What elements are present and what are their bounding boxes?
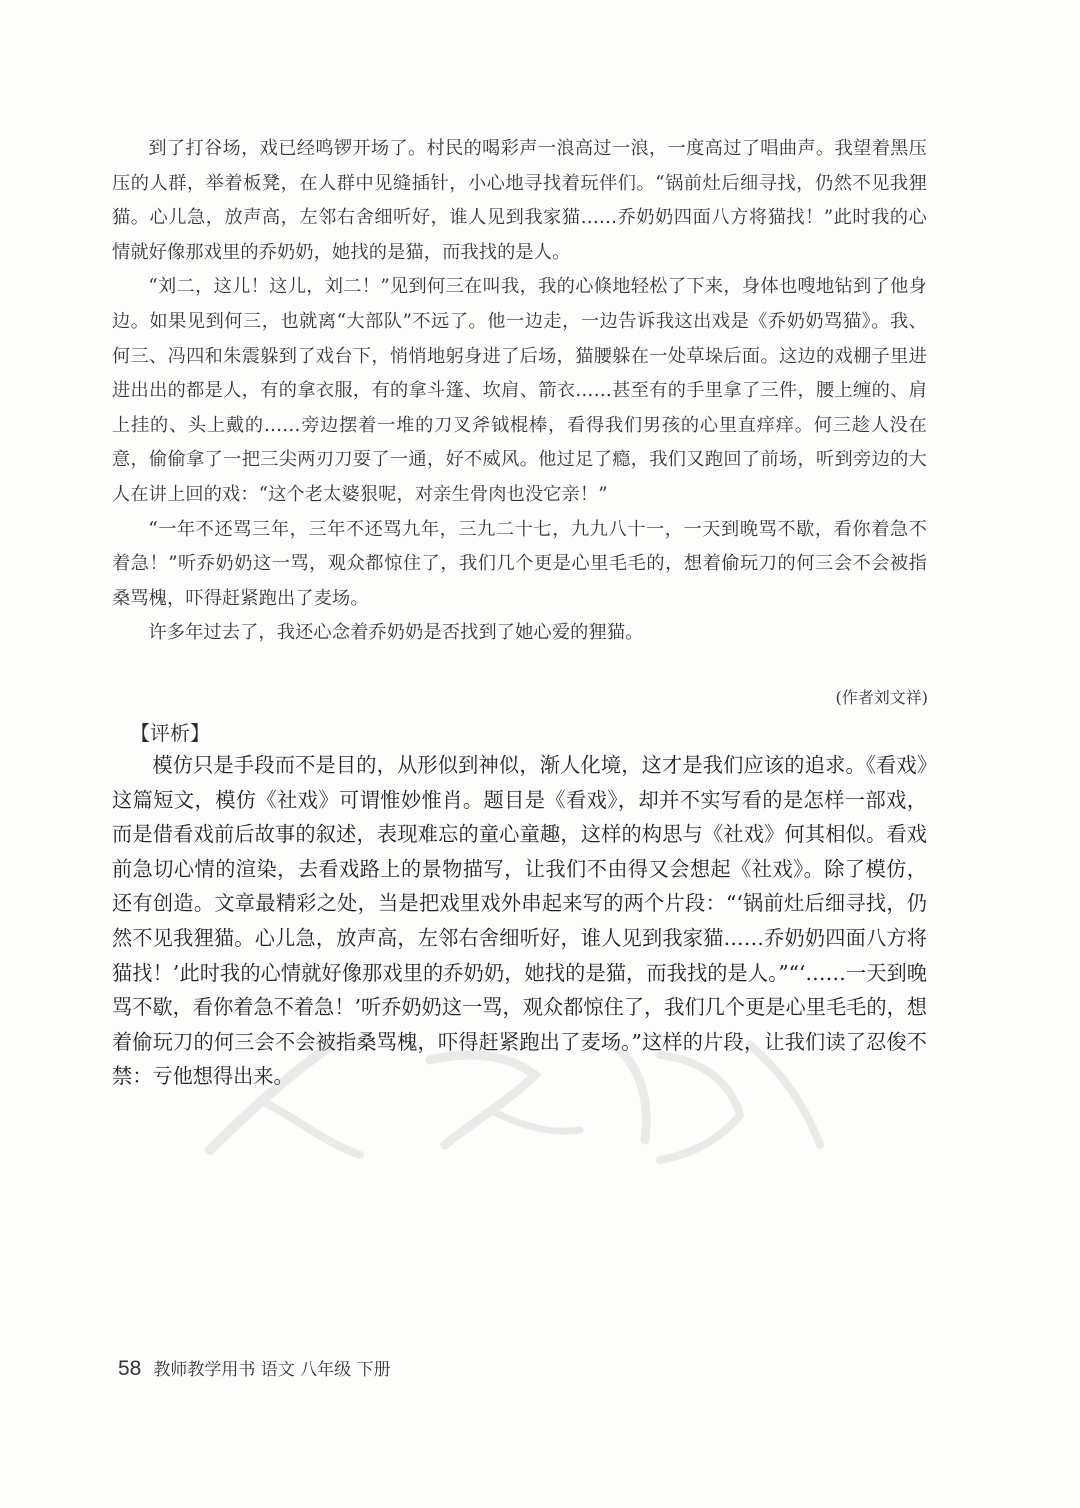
book-title: 教师教学用书 语文 八年级 下册 [153, 1360, 391, 1380]
story-paragraph-2: “刘二，这儿！这儿，刘二！”见到何三在叫我，我的心倏地轻松了下来，身体也嗖地钻到了他身边。如果见到何三，也就离“大部队”不远了。他一边走，一边告诉我这出戏是《乔奶奶骂猫》。我、何三、冯四和朱震躲到了戏台下，悄悄地躬身进了后场，猫腰躲在一处草垛后面。这边的戏棚子里进进出出的都是人，有的拿衣服，有的拿斗篷、坎肩、箭衣……甚至有的手里拿了三件，腰上缠的、肩上挂的、头上戴的……旁边摆着一堆的刀叉斧钺棍棒，看得我们男孩的心里直痒痒。何三趁人没在意，偷偷拿了一把三尖两刃刀耍了一通，好不威风。他过足了瘾，我们又跑回了前场，听到旁边的大人在讲上回的戏：“这个老太婆狠呢，对亲生骨肉也没它亲！” [112, 276, 927, 505]
page-footer [118, 1355, 391, 1381]
page-number: 58 [118, 1357, 142, 1380]
author-credit: (作者刘文祥) [835, 688, 928, 707]
story-excerpt [112, 132, 927, 651]
analysis-heading: 【评析】 [130, 721, 210, 745]
story-paragraph-1: 到了打谷场，戏已经鸣锣开场了。村民的喝彩声一浪高过一浪，一度高过了唱曲声。我望着黑压压的人群，举着板凳，在人群中见缝插针，小心地寻找着玩伴们。“锅前灶后细寻找，仍然不见我狸猫。心儿急，放声高，左邻右舍细听好，谁人见到我家猫……乔奶奶四面八方将猫找！”此时我的心情就好像那戏里的乔奶奶，她找的是猫，而我找的是人。 [112, 138, 927, 263]
analysis-section [112, 748, 927, 1094]
story-paragraph-4: 许多年过去了，我还心念着乔奶奶是否找到了她心爱的狸猫。 [148, 622, 644, 644]
story-paragraph-3: “一年不还骂三年，三年不还骂九年，三九二十七，九九八十一，一天到晚骂不歇，看你着急不着急！”听乔奶奶这一骂，观众都惊住了，我们几个更是心里毛毛的，想着偷玩刀的何三会不会被指桑骂槐，吓得赶紧跑出了麦场。 [112, 518, 927, 609]
analysis-paragraph: 模仿只是手段而不是目的，从形似到神似，渐人化境，这才是我们应该的追求。《看戏》这篇短文，模仿《社戏》可谓惟妙惟肖。题目是《看戏》，却并不实写看的是怎样一部戏，而是借看戏前后故事的叙述，表现难忘的童心童趣，这样的构思与《社戏》何其相似。看戏前急切心情的渲染，去看戏路上的景物描写，让我们不由得又会想起《社戏》。除了模仿，还有创造。文章最精彩之处，当是把戏里戏外串起来写的两个片段：“‘锅前灶后细寻找，仍然不见我狸猫。心儿急，放声高，左邻右舍细听好，谁人见到我家猫……乔奶奶四面八方将猫找！’此时我的心情就好像那戏里的乔奶奶，她找的是猫，而我找的是人。”“‘……一天到晚骂不歇，看你着急不着急！’听乔奶奶这一骂，观众都惊住了，我们几个更是心里毛毛的，想着偷玩刀的何三会不会被指桑骂槐，吓得赶紧跑出了麦场。”这样的片段，让我们读了忍俊不禁：亏他想得出来。 [112, 753, 927, 1089]
